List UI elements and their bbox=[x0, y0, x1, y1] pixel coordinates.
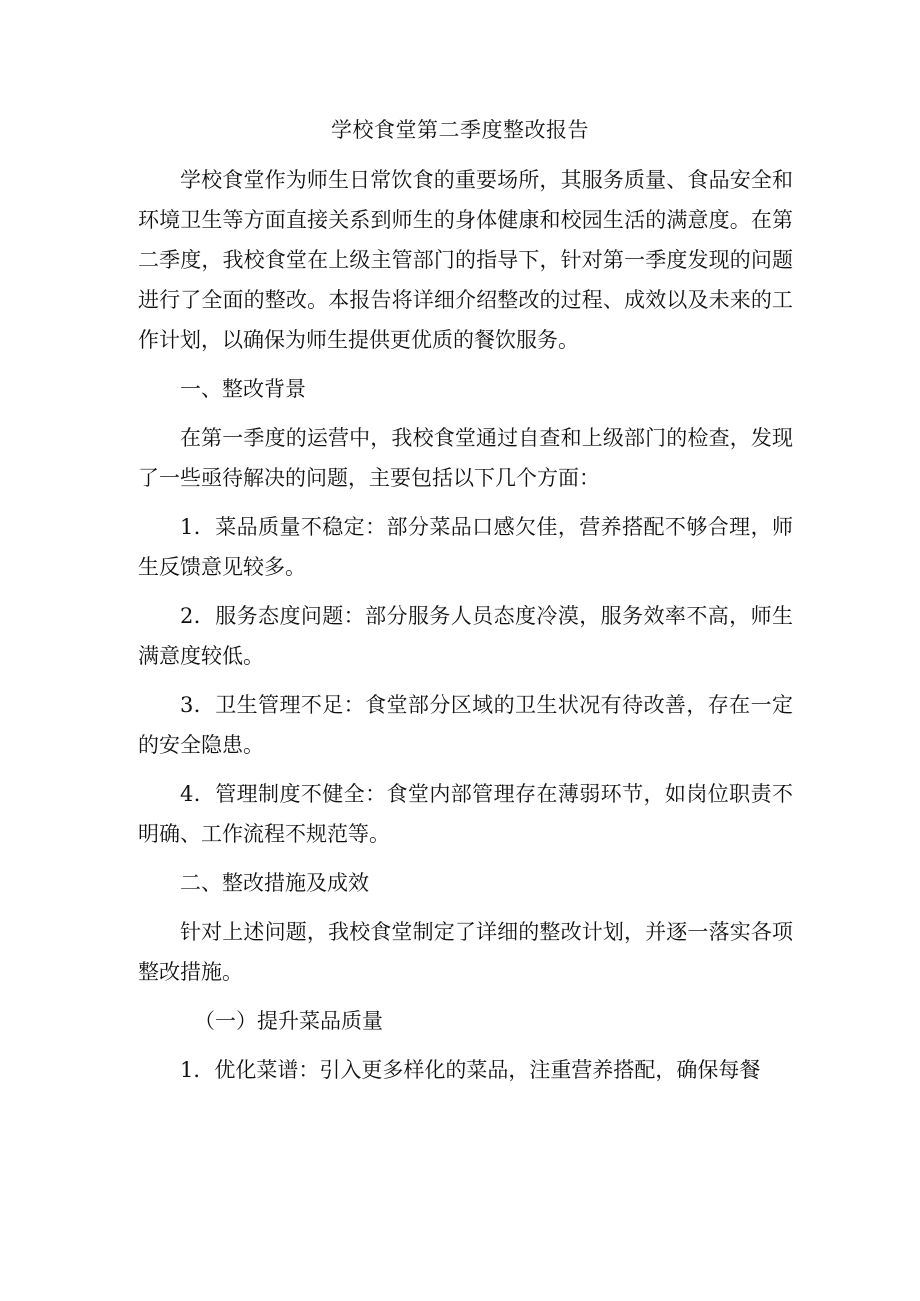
paragraph: 在第一季度的运营中，我校食堂通过自查和上级部门的检查，发现了一些亟待解决的问题，主要包括以下几个方面： bbox=[138, 426, 793, 490]
paragraph: 二、整改措施及成效 bbox=[180, 871, 369, 895]
paragraph: （一）提升菜品质量 bbox=[194, 1009, 383, 1033]
paragraph: 1．优化菜谱：引入更多样化的菜品，注重营养搭配，确保每餐 bbox=[180, 1058, 761, 1082]
paragraph: 3．卫生管理不足：食堂部分区域的卫生状况有待改善，存在一定的安全隐患。 bbox=[138, 693, 793, 757]
paragraph: 2．服务态度问题：部分服务人员态度冷漠，服务效率不高，师生满意度较低。 bbox=[138, 604, 793, 668]
document-title: 学校食堂第二季度整改报告 bbox=[331, 118, 589, 142]
paragraph: 一、整改背景 bbox=[180, 377, 306, 401]
paragraph: 针对上述问题，我校食堂制定了详细的整改计划，并逐一落实各项整改措施。 bbox=[138, 920, 793, 984]
paragraph: 学校食堂作为师生日常饮食的重要场所，其服务质量、食品安全和环境卫生等方面直接关系到师生的身体健康和校园生活的满意度。在第二季度，我校食堂在上级主管部门的指导下，针对第一季度发现的问题进行了全面的整改。本报告将详细介绍整改的过程、成效以及未来的工作计划，以确保为师生提供更优质的餐饮服务。 bbox=[138, 168, 793, 352]
paragraph: 1．菜品质量不稳定：部分菜品口感欠佳，营养搭配不够合理，师生反馈意见较多。 bbox=[138, 515, 793, 579]
paragraph: 4．管理制度不健全：食堂内部管理存在薄弱环节，如岗位职责不明确、工作流程不规范等。 bbox=[138, 782, 793, 846]
document-body bbox=[138, 160, 793, 1099]
